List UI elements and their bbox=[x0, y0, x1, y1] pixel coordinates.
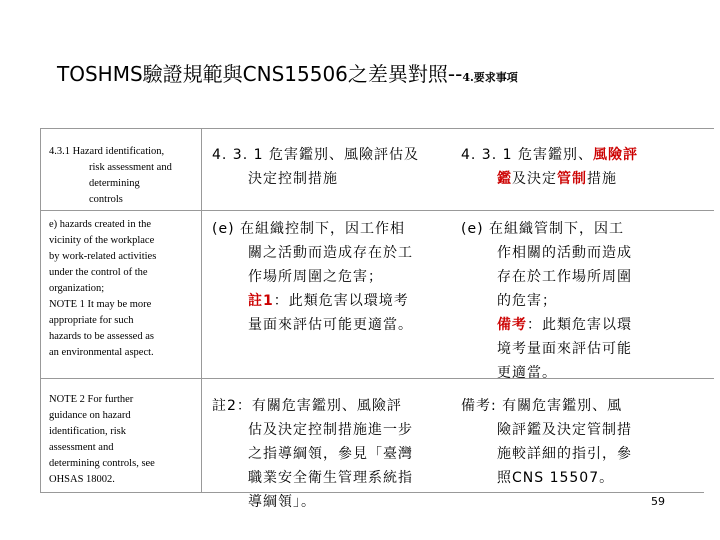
column-divider bbox=[201, 128, 202, 492]
row1-toshms: 4. 3. 1 危害鑑別、風險評估及 決定控制措施 bbox=[212, 147, 419, 187]
row-divider bbox=[40, 210, 714, 211]
row3-cns: 備考: 有關危害鑑別、風 險評鑑及決定管制措 施較詳細的指引，參 照CNS 15507。 bbox=[461, 398, 632, 486]
row3-toshms: 註2：有關危害鑑別、風險評 估及決定控制措施進一步 之指導綱領，參見「臺灣 職業安全衛生管理系統指 導綱領」。 bbox=[212, 398, 413, 510]
row2-toshms: (e) 在組織控制下，因工作相 關之活動而造成存在於工 作場所周圍之危害； 註1：此類危害以環境考 量面來評估可能更適當。 bbox=[212, 221, 413, 333]
row1-english: 4.3.1 Hazard identification, risk assessment and determining controls bbox=[49, 146, 172, 205]
row1-cns: 4. 3. 1 危害鑑別、風險評 鑑及決定管制措施 bbox=[461, 147, 638, 187]
slide-title: TOSHMS驗證規範與CNS15506之差異對照--4.要求事項 bbox=[57, 62, 518, 86]
row3-english: NOTE 2 For further guidance on hazard identification, risk assessment and determining controls, see OHSAS 18002. bbox=[49, 394, 155, 485]
table-top-border bbox=[40, 128, 714, 129]
row2-english: e) hazards created in the vicinity of the workplace by work-related activities under the control of the organization; NOTE 1 It may be more appropriate for such hazards to be assessed as an environmental aspect. bbox=[49, 219, 157, 358]
row2-cns: (e) 在組織管制下，因工 作相關的活動而造成 存在於工作場所周圍 的危害； 備考：此類危害以環 境考量面來評估可能 更適當。 bbox=[461, 221, 632, 381]
table-left-border bbox=[40, 128, 41, 492]
page-number: 59 bbox=[651, 495, 665, 508]
